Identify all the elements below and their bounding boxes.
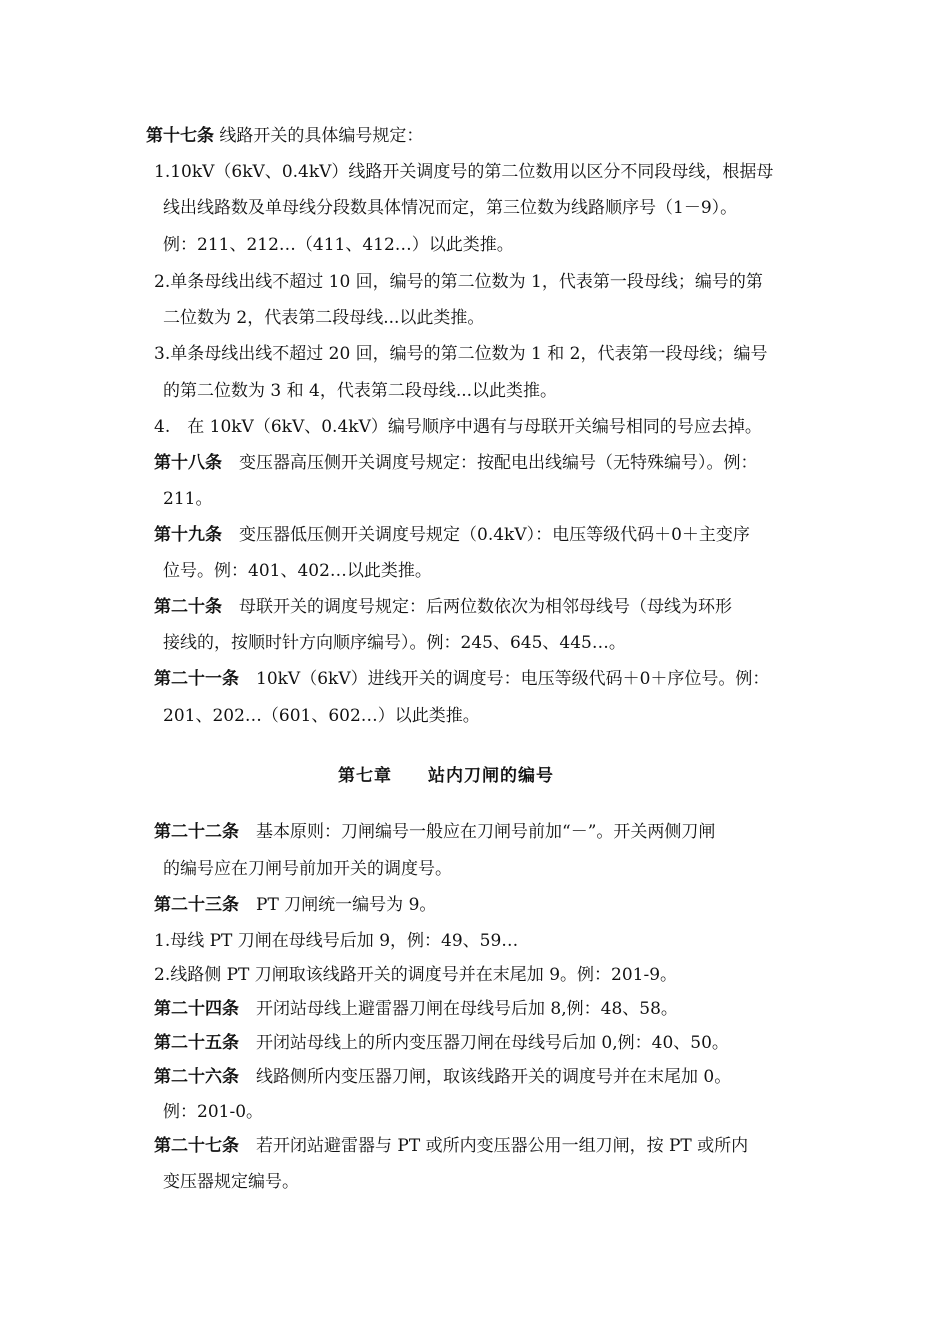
article-text: 变压器高压侧开关调度号规定：按配电出线编号（无特殊编号）。例：	[222, 453, 758, 473]
list-item: 2.单条母线出线不超过 10 回，编号的第二位数为 1，代表第一段母线；编号的第	[154, 272, 763, 292]
article-text: 若开闭站避雷器与 PT 或所内变压器公用一组刀闸，按 PT 或所内	[239, 1136, 749, 1156]
article-label: 第十九条	[154, 525, 222, 545]
article-24	[154, 997, 678, 1021]
list-item-continuation: 的第二位数为 3 和 4，代表第二段母线...以此类推。	[163, 381, 558, 401]
article-18	[154, 451, 758, 475]
article-text: 线路开关的具体编号规定：	[214, 126, 424, 146]
article-text: 母联开关的调度号规定：后两位数依次为相邻母线号（母线为环形	[222, 597, 732, 617]
article-continuation: 接线的，按顺时针方向顺序编号）。例：245、645、445…。	[163, 633, 626, 653]
article-21	[154, 667, 769, 691]
article-text: 开闭站母线上的所内变压器刀闸在母线号后加 0,例：40、50。	[239, 1033, 729, 1053]
article-26	[154, 1065, 731, 1089]
list-item: 4. 在 10kV（6kV、0.4kV）编号顺序中遇有与母联开关编号相同的号应去掉。	[154, 417, 762, 437]
article-text: 开闭站母线上避雷器刀闸在母线号后加 8,例：48、58。	[239, 999, 678, 1019]
article-continuation: 变压器规定编号。	[163, 1172, 299, 1192]
article-continuation: 201、202…（601、602…）以此类推。	[163, 706, 480, 726]
article-label: 第十七条	[146, 126, 214, 146]
article-text: PT 刀闸统一编号为 9。	[239, 895, 437, 915]
list-item: 1.10kV（6kV、0.4kV）线路开关调度号的第二位数用以区分不同段母线，根据母	[154, 162, 774, 182]
article-label: 第二十四条	[154, 999, 239, 1019]
article-continuation: 211。	[163, 489, 213, 509]
list-item-continuation: 二位数为 2，代表第二段母线...以此类推。	[163, 308, 485, 328]
list-item-continuation: 例：211、212…（411、412…）以此类推。	[163, 235, 514, 255]
article-text: 线路侧所内变压器刀闸，取该线路开关的调度号并在末尾加 0。	[239, 1067, 732, 1087]
article-text: 基本原则：刀闸编号一般应在刀闸号前加“－”。开关两侧刀闸	[239, 822, 716, 842]
list-item: 3.单条母线出线不超过 20 回，编号的第二位数为 1 和 2，代表第一段母线；编号	[154, 344, 768, 364]
article-continuation: 位号。例：401、402…以此类推。	[163, 561, 432, 581]
article-label: 第二十七条	[154, 1136, 239, 1156]
article-text: 10kV（6kV）进线开关的调度号：电压等级代码＋0＋序位号。例：	[239, 669, 770, 689]
list-item-continuation: 线出线路数及单母线分段数具体情况而定，第三位数为线路顺序号（1－9）。	[163, 198, 738, 218]
article-label: 第十八条	[154, 453, 222, 473]
article-label: 第二十三条	[154, 895, 239, 915]
article-continuation: 例：201-0。	[163, 1102, 264, 1122]
article-text: 变压器低压侧开关调度号规定（0.4kV）：电压等级代码＋0＋主变序	[222, 525, 750, 545]
article-label: 第二十条	[154, 597, 222, 617]
article-label: 第二十二条	[154, 822, 239, 842]
article-25	[154, 1031, 729, 1055]
list-item: 1.母线 PT 刀闸在母线号后加 9，例：49、59…	[154, 931, 519, 951]
article-20	[154, 595, 732, 619]
article-22	[154, 820, 715, 844]
article-23	[154, 893, 436, 917]
chapter-title: 第七章 站内刀闸的编号	[338, 766, 554, 786]
article-label: 第二十五条	[154, 1033, 239, 1053]
article-label: 第二十六条	[154, 1067, 239, 1087]
article-continuation: 的编号应在刀闸号前加开关的调度号。	[163, 859, 452, 879]
list-item: 2.线路侧 PT 刀闸取该线路开关的调度号并在末尾加 9。例：201-9。	[154, 965, 678, 985]
article-label: 第二十一条	[154, 669, 239, 689]
article-17-heading	[146, 124, 423, 148]
article-19	[154, 523, 750, 547]
article-27	[154, 1134, 748, 1158]
